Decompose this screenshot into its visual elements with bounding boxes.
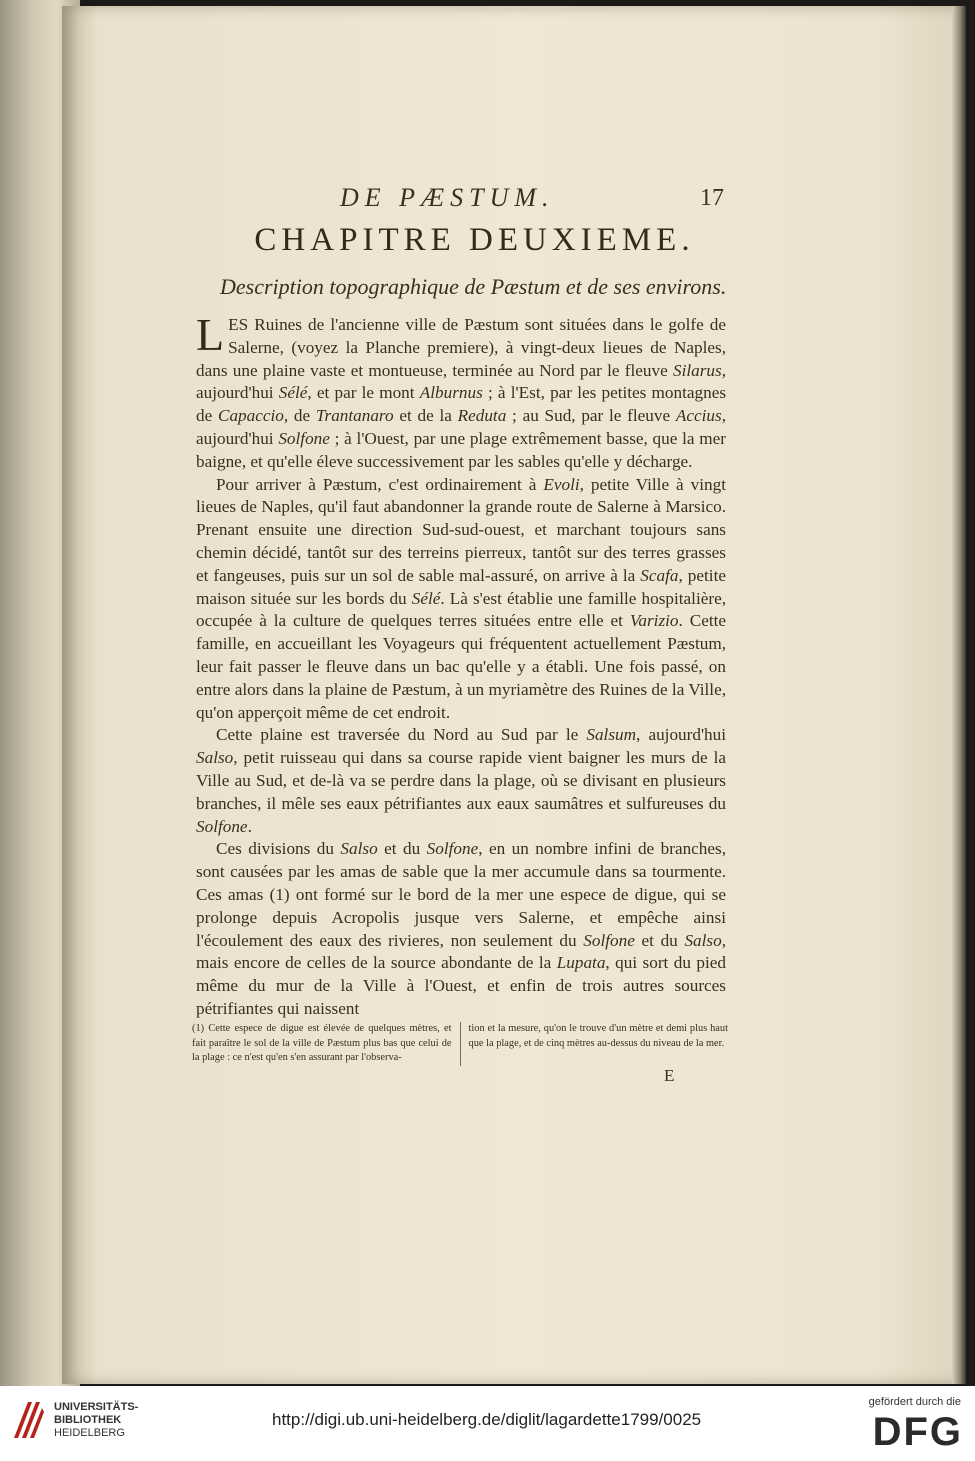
italic-term: Reduta xyxy=(457,406,507,426)
page-number: 17 xyxy=(700,185,724,211)
italic-term: Solfone xyxy=(196,816,248,836)
text-run: , petit ruisseau qui dans sa course rapide vient baigner les murs de la Ville au Sud, et de-là va se perdre dans la plage, où se divisant en plusieurs branches, il mêle ses eaux pétrifiantes aux eaux saumâtres et sulfureuses du xyxy=(196,748,726,813)
library-name xyxy=(54,1401,138,1440)
italic-term: Varizio xyxy=(629,611,679,631)
italic-term: Lupata xyxy=(556,953,606,973)
paragraph xyxy=(196,724,726,838)
chapter-title-text: CHAPITRE DEUXIEME. xyxy=(254,222,695,258)
text-run: Ces divisions du xyxy=(216,839,341,859)
permalink-url[interactable]: http://digi.ub.uni-heidelberg.de/diglit/lagardette1799/0025 xyxy=(272,1410,702,1429)
text-run: , aujourd'hui xyxy=(196,360,726,403)
text-run: , petite maison située sur les bords du xyxy=(196,565,726,608)
italic-term: Salsum xyxy=(586,725,637,745)
text-run: , petite Ville à vingt lieues de Naples, qu'il faut abandonner la grande route de Salerne à Marsico. Prenant ensuite une direction Sud-sud-ouest, et marchant toujours sans chemin décidé, tantôt sur des terreins pierreux, tantôt sur des terres grasses et fangeuses, puis sur un sol de sable mal-assuré, on arrive à la xyxy=(196,474,726,585)
drop-cap: L xyxy=(196,309,225,360)
text-run: et du xyxy=(377,839,427,859)
text-run: , en un nombre infini de branches, sont causées par les amas de sable que la mer accumule dans sa tourmente. Ces amas (1) ont formé sur le bord de la mer une espece de digue, qui se prolonge depuis Acropolis jusque vers Salerne, et empêche ainsi l'écoulement des eaux des rivieres, non seulement du xyxy=(196,839,726,950)
italic-term: Capaccio xyxy=(217,406,284,426)
italic-term: Accius xyxy=(675,406,722,426)
text-run: . xyxy=(247,816,252,836)
text-run: ES Ruines de l'ancienne ville de Pæstum sont situées dans le golfe de Salerne, (voyez la Planche premiere), à vingt-deux lieues de Naples, dans une plaine vaste et montueuse, terminée au Nord par le fleuve xyxy=(196,315,726,380)
text-run: , mais encore de celles de la source abondante de la xyxy=(196,930,726,973)
italic-term: Trantanaro xyxy=(315,406,394,426)
paragraph xyxy=(196,474,726,725)
footnote-right-column: tion et la mesure, qu'on le trouve d'un mètre et demi plus haut que la plage, et de cinq mètres au-dessus du niveau de la mer. xyxy=(468,1023,728,1049)
italic-term: Silarus xyxy=(672,360,722,380)
text-run: ; à l'Est, par les petites montagnes de xyxy=(196,383,727,426)
paragraph xyxy=(196,838,726,1020)
running-head: DE PÆSTUM. xyxy=(340,183,555,212)
italic-term: Evoli xyxy=(543,474,580,494)
text-run: et de la xyxy=(393,406,458,426)
text-run: ; au Sud, par le fleuve xyxy=(506,406,676,426)
text-run: , aujourd'hui xyxy=(196,406,726,448)
italic-term: Solfone xyxy=(583,930,635,950)
text-run: et du xyxy=(634,930,685,950)
dfg-logo: DFG xyxy=(872,1410,963,1454)
italic-term: Salso xyxy=(340,839,378,859)
text-run: Pour arriver à Pæstum, c'est ordinairement à xyxy=(216,474,544,494)
text-run: , aujourd'hui xyxy=(636,725,727,745)
text-run: ; à l'Ouest, par une plage extrêmement basse, que la mer baigne, et qu'elle éleve successivement par les sables qu'elle y décharge. xyxy=(196,428,727,471)
italic-term: Alburnus xyxy=(419,383,483,403)
italic-term: Salso xyxy=(196,748,234,768)
page-right-edge xyxy=(952,6,966,1384)
footnotes xyxy=(192,1022,728,1066)
footnote-left-column: (1) Cette espece de digue est élevée de quelques mètres, et fait paraître le sol de la ville de Pæstum plus bas que celui de la plage : ce n'est qu'en s'en assurant par l'observa- xyxy=(192,1022,461,1066)
text-run: , qui sort du pied même du mur de la Ville à l'Ouest, et enfin de trois autres sources pétrifiantes qui naissent xyxy=(196,953,726,1018)
text-run: . Cette famille, en accueillant les Voyageurs qui fréquentent actuellement Pæstum, leur fait passer le fleuve dans un bac qu'elle y a établi. Une fois passé, on entre alors dans la plaine de Pæstum, à un myriamètre des Ruines de la Ville, qu'on apperçoit même de cet endroit. xyxy=(196,611,727,722)
italic-term: Sélé xyxy=(278,383,308,403)
italic-term: Scafa xyxy=(640,565,679,585)
signature-mark: E xyxy=(664,1066,675,1085)
university-library-logo-icon xyxy=(10,1398,46,1442)
body-text xyxy=(196,309,727,1021)
chapter-subtitle: Description topographique de Pæstum et de ses environs. xyxy=(220,274,727,299)
chapter-title xyxy=(0,222,975,259)
text-run: , de xyxy=(283,406,316,426)
library-name-line1: UNIVERSITÄTS- xyxy=(54,1401,139,1413)
funding-label: gefördert durch die xyxy=(868,1396,961,1408)
viewer-footer xyxy=(0,1386,975,1461)
italic-term: Salso xyxy=(684,930,722,950)
text-run: Cette plaine est traversée du Nord au Sud par le xyxy=(216,725,587,745)
italic-term: Solfone xyxy=(426,839,479,859)
italic-term: Solfone xyxy=(278,428,330,448)
text-run: , et par le mont xyxy=(307,383,420,403)
text-run: . Là s'est établie une famille hospitalière, occupée à la culture de quelques terres situées entre elle et xyxy=(196,588,726,631)
paragraph xyxy=(196,309,727,474)
library-name-line2: BIBLIOTHEK xyxy=(54,1414,122,1426)
library-name-line3: HEIDELBERG xyxy=(54,1427,125,1439)
italic-term: Sélé xyxy=(411,588,441,608)
